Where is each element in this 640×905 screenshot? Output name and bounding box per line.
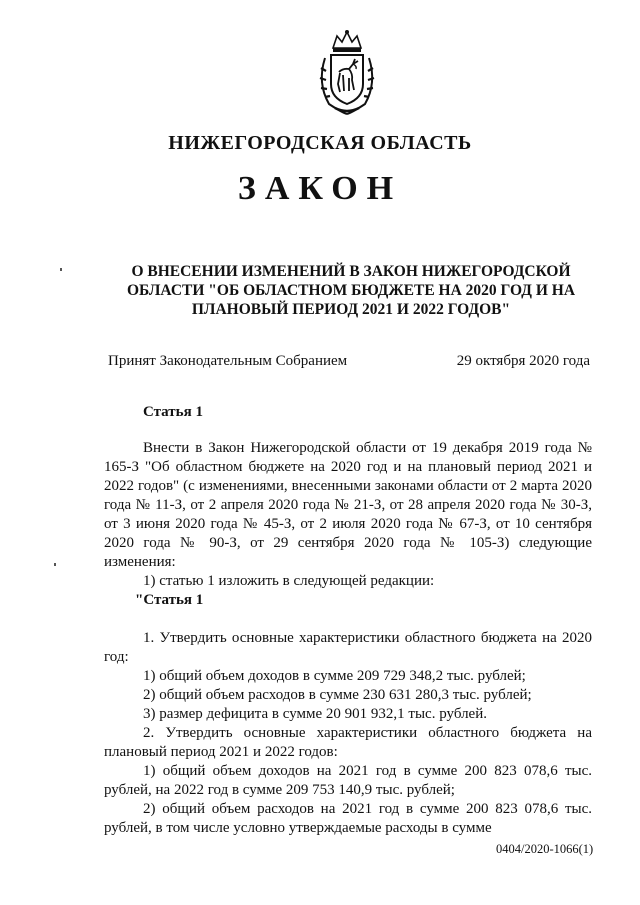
document-type-title: ЗАКОН <box>237 170 403 207</box>
document-code: 0404/2020-1066(1) <box>496 842 594 856</box>
law-subject <box>110 262 592 319</box>
law-subject-line: ОБЛАСТИ "ОБ ОБЛАСТНОМ БЮДЖЕТЕ НА 2020 ГОД И НА <box>126 282 576 299</box>
law-subject-line: О ВНЕСЕНИИ ИЗМЕНЕНИЙ В ЗАКОН НИЖЕГОРОДСКОЙ <box>131 263 571 280</box>
point-list-item: 1) общий объем доходов в сумме 209 729 348,2 тыс. рублей; <box>143 668 526 684</box>
scan-speck <box>60 268 62 271</box>
point-list-item: 2) общий объем расходов на 2021 год в сумме 200 823 078,6 тыс. рублей, в том числе условно утверждаемые расходы в сумме <box>104 801 592 836</box>
point-paragraph: 2. Утвердить основные характеристики областного бюджета на плановый период 2021 и 2022 годов: <box>104 725 592 760</box>
law-subject-line: ПЛАНОВЫЙ ПЕРИОД 2021 И 2022 ГОДОВ" <box>191 301 511 318</box>
quoted-article-heading: "Статья 1 <box>135 592 204 608</box>
adoption-line <box>108 353 590 370</box>
amendment-item: 1) статью 1 изложить в следующей редакции: <box>143 573 435 589</box>
article-body <box>104 439 592 838</box>
article-intro-paragraph: Внести в Закон Нижегородской области от 19 декабря 2019 года № 165-З "Об областном бюджете на 2020 год и на плановый период 2021 и 2022 годов" (с изменениями, внесенными законами области от 2 марта 2020 года № 11-З, от 2 апреля 2020 года № 21-З, от 28 апреля 2020 года № 30-З, от 3 июня 2020 года № 45-З, от 2 июля 2020 года № 67-З, от 10 сентября 2020 года № 90-З, от 29 сентября 2020 года № 105-З) следующие изменения: <box>104 440 592 570</box>
point-list-item: 1) общий объем доходов на 2021 год в сумме 200 823 078,6 тыс. рублей, на 2022 год в сумме 209 753 140,9 тыс. рублей; <box>104 763 592 798</box>
adopted-by: Принят Законодательным Собранием <box>108 353 348 369</box>
adoption-date: 29 октября 2020 года <box>456 353 590 369</box>
point-list-item: 3) размер дефицита в сумме 20 901 932,1 тыс. рублей. <box>143 706 487 722</box>
region-name: НИЖЕГОРОДСКАЯ ОБЛАСТЬ <box>168 132 472 154</box>
point-paragraph: 1. Утвердить основные характеристики областного бюджета на 2020 год: <box>104 630 592 665</box>
scan-speck <box>54 563 56 566</box>
coat-of-arms-icon <box>313 28 381 116</box>
point-list-item: 2) общий объем расходов в сумме 230 631 280,3 тыс. рублей; <box>143 687 532 703</box>
article-heading: Статья 1 <box>143 404 203 420</box>
